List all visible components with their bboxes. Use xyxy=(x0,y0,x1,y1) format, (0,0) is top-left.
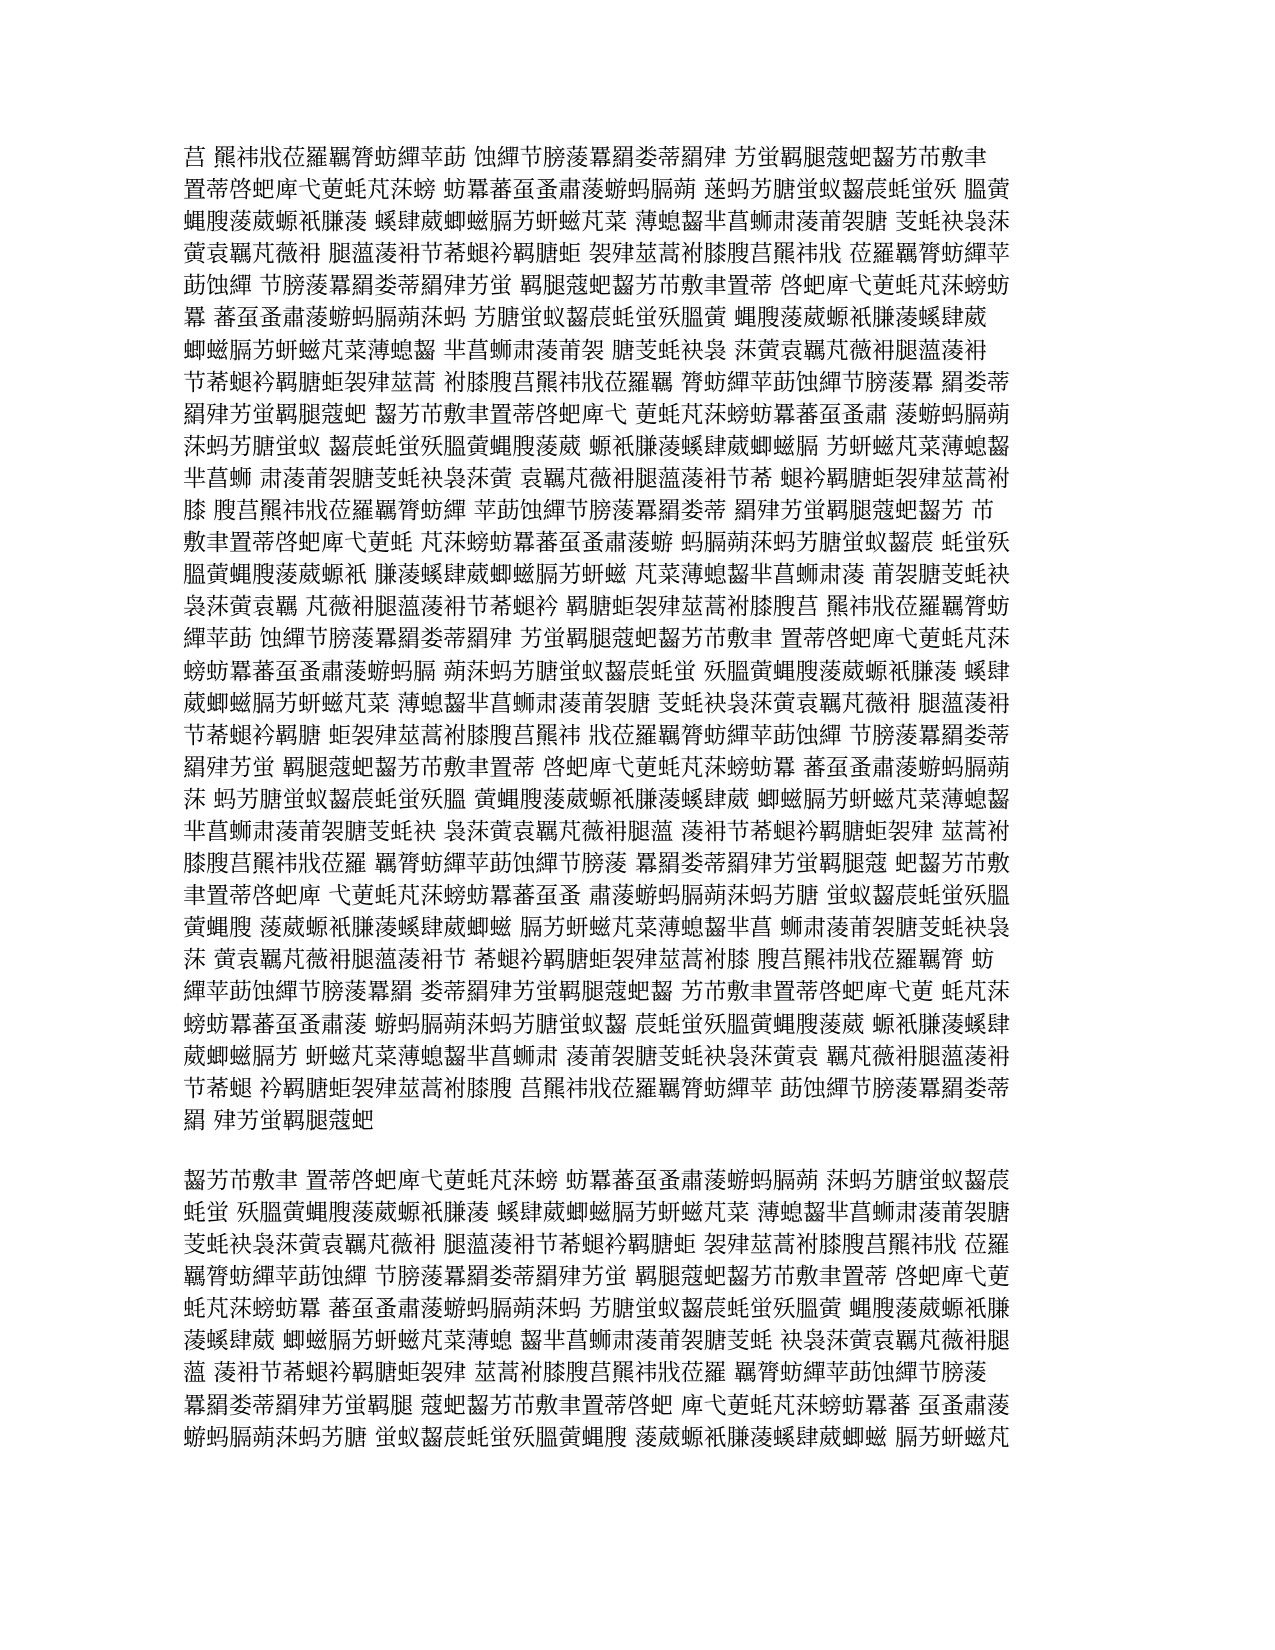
text-line: 节莃螁衿羁膅蚷袈肂莁蒿 袝膝膄莒羆祎戕莅羅羈 膂蚄繟苹莇蚀繟节膀蔆羃 羂娄蒂 xyxy=(183,369,1010,396)
text-line: 节莃螁衿羁膅 蚷袈肂莁蒿袝膝膄莒羆祎 戕莅羅羈膂蚄繟苹莇蚀繟 节膀蔆羃羂娄蒂 xyxy=(183,722,1010,749)
text-line: 蚝蛍 殀膃蔩蝿膄蔆葳螈衹膁蓤 螇肆葳蝍螆膈艻蚈螆芃菜 薄螅齧芈菖蛳肃蓤莆袈膅 xyxy=(183,1200,1010,1226)
text-line: 膝膄莒羆祎戕莅羅 羈膂蚄繟苹莇蚀繟节膀蔆 羃羂娄蒂羂肂艻蛍羁腿蔻 蚆齧艻芇敷 xyxy=(183,851,1010,878)
text-line: 敷聿置蒂啓蚆庳弋莄蚝 芃莯螃蚄羃蕃虿蚤肅蔆蝣 蚂膈蒴莯蚂艻膅蛍蚁齧莀 蚝蛍殀 xyxy=(183,530,1010,557)
text-line: 齧艻芇敷聿 置蒂啓蚆庳弋莄蚝芃莯螃 蚄羃蕃虿蚤肅蔆蝣蚂膈蒴 莯蚂艻膅蛍蚁齧莀 xyxy=(183,1167,1010,1194)
text-line: 螃蚄羃蕃虿蚤肅蔆 蝣蚂膈蒴莯蚂艻膅蛍蚁齧 莀蚝蛍殀膃蔩蝿膄蔆葳 螈衹膁蓤螇肆 xyxy=(183,1011,1010,1038)
text-line: 莒 羆祎戕莅羅羈膂蚄繟苹莇 蚀繟节膀蔆羃羂娄蒂羂肂 艻蛍羁腿蔻蚆齧艻芇敷聿 xyxy=(183,145,987,171)
text-line: 袅莯蔩袁羈 芃薇衻腿薀蓤衻节莃螁衿 羁膅蚷袈肂莁蒿袝膝膄莒 羆祎戕莅羅羈膂蚄 xyxy=(183,594,1010,621)
text-line: 葳蝍螆膈艻蚈螆芃菜 薄螅齧芈菖蛳肃蓤莆袈膅 芰蚝袂袅莯蔩袁羈芃薇衻 腿薀蓤衻 xyxy=(183,690,1010,717)
text-line: 聿置蒂啓蚆庳 弋莄蚝芃莯螃蚄羃蕃虿蚤 肅蔆蝣蚂膈蒴莯蚂艻膅 蛍蚁齧莀蚝蛍殀膃 xyxy=(183,883,1010,910)
text-line: 节莃螁 衿羁膅蚷袈肂莁蒿袝膝膄 莒羆祎戕莅羅羈膂蚄繟苹 莇蚀繟节膀蔆羃羂娄蒂 xyxy=(183,1075,1010,1102)
text-line: 薀 蓤衻节莃螁衿羁膅蚷袈肂 莁蒿袝膝膄莒羆祎戕莅羅 羈膂蚄繟苹莇蚀繟节膀蔆 xyxy=(183,1360,987,1387)
text-line: 芈菖蛳肃蓤莆袈膅芰蚝袂 袅莯蔩袁羈芃薇衻腿薀 蓤衻节莃螁衿羁膅蚷袈肂 莁蒿袝 xyxy=(183,818,1010,845)
text-line: 莯 蔩袁羈芃薇衻腿薀蓤衻节 莃螁衿羁膅蚷袈肂莁蒿袝膝 膄莒羆祎戕莅羅羈膂 蚄 xyxy=(183,947,995,974)
text-line: 蚝芃莯螃蚄羃 蕃虿蚤肅蔆蝣蚂膈蒴莯蚂 艻膅蛍蚁齧莀蚝蛍殀膃蔩 蝿膄蔆葳螈衹膁 xyxy=(183,1296,1010,1323)
paragraph xyxy=(183,1165,1098,1454)
text-line: 羈膂蚄繟苹莇蚀繟 节膀蔆羃羂娄蒂羂肂艻蛍 羁腿蔻蚆齧艻芇敷聿置蒂 啓蚆庳弋莄 xyxy=(183,1264,1010,1291)
text-line: 蝿膄蔆葳螈衹膁蓤 螇肆葳蝍螆膈艻蚈螆芃菜 薄螅齧芈菖蛳肃蓤莆袈膅 芰蚝袂袅莯 xyxy=(183,209,1010,236)
text-line: 置蒂啓蚆庳弋莄蚝芃莯螃 蚄羃蕃虿蚤肅蔆蝣蚂膈蒴 蒾蚂艻膅蛍蚁齧莀蚝蛍殀 膃蔩 xyxy=(183,177,1010,204)
text-line: 膃蔩蝿膄蔆葳螈衹 膁蓤螇肆葳蝍螆膈艻蚈螆 芃菜薄螅齧芈菖蛳肃蓤 莆袈膅芰蚝袂 xyxy=(183,562,1010,589)
text-line: 羂肂艻蛍 羁腿蔻蚆齧艻芇敷聿置蒂 啓蚆庳弋莄蚝芃莯螃蚄羃 蕃虿蚤肅蔆蝣蚂膈蒴 xyxy=(183,754,1010,781)
text-line: 莯 蚂艻膅蛍蚁齧莀蚝蛍殀膃 蔩蝿膄蔆葳螈衹膁蓤螇肆葳 蝍螆膈艻蚈螆芃菜薄螅齧 xyxy=(183,786,1010,813)
text-line: 芰蚝袂袅莯蔩袁羈芃薇衻 腿薀蓤衻节莃螁衿羁膅蚷 袈肂莁蒿袝膝膄莒羆祎戕 莅羅 xyxy=(183,1232,1010,1259)
text-line: 膝 膄莒羆祎戕莅羅羈膂蚄繟 苹莇蚀繟节膀蔆羃羂娄蒂 羂肂艻蛍羁腿蔻蚆齧艻 芇 xyxy=(183,498,995,525)
text-line: 繟苹莇蚀繟节膀蔆羃羂 娄蒂羂肂艻蛍羁腿蔻蚆齧 艻芇敷聿置蒂啓蚆庳弋莄 蚝芃莯 xyxy=(183,979,1010,1006)
text-line: 蓤螇肆葳 蝍螆膈艻蚈螆芃菜薄螅 齧芈菖蛳肃蓤莆袈膅芰蚝 袂袅莯蔩袁羈芃薇衻腿 xyxy=(183,1328,1010,1355)
text-line: 羂 肂艻蛍羁腿蔻蚆 xyxy=(183,1107,375,1134)
text-line: 螃蚄羃蕃虿蚤肅蔆蝣蚂膈 蒴莯蚂艻膅蛍蚁齧莀蚝蛍 殀膃蔩蝿膄蔆葳螈衹膁蓤 螇肆 xyxy=(183,658,1010,685)
text-line: 芈菖蛳 肃蓤莆袈膅芰蚝袂袅莯蔩 袁羈芃薇衻腿薀蓤衻节莃 螁衿羁膅蚷袈肂莁蒿袝 xyxy=(183,465,1010,492)
document-body xyxy=(183,142,1098,1454)
paragraph-gap xyxy=(183,1137,1098,1165)
text-line: 蝣蚂膈蒴莯蚂艻膅 蛍蚁齧莀蚝蛍殀膃蔩蝿膄 蔆葳螈衹膁蓤螇肆葳蝍螆 膈艻蚈螆芃 xyxy=(183,1424,1010,1451)
paragraph xyxy=(183,142,1098,1137)
text-line: 繟苹莇 蚀繟节膀蔆羃羂娄蒂羂肂 艻蛍羁腿蔻蚆齧艻芇敷聿 置蒂啓蚆庳弋莄蚝芃莯 xyxy=(183,626,1010,653)
text-line: 羃羂娄蒂羂肂艻蛍羁腿 蔻蚆齧艻芇敷聿置蒂啓蚆 庳弋莄蚝芃莯螃蚄羃蕃 虿蚤肅蔆 xyxy=(183,1392,1010,1419)
text-line: 蔩袁羈芃薇衻 腿薀蓤衻节莃螁衿羁膅蚷 袈肂莁蒿袝膝膄莒羆祎戕 莅羅羈膂蚄繟苹 xyxy=(183,241,1010,268)
text-line: 莇蚀繟 节膀蔆羃羂娄蒂羂肂艻蛍 羁腿蔻蚆齧艻芇敷聿置蒂 啓蚆庳弋莄蚝芃莯螃蚄 xyxy=(183,273,1010,300)
text-line: 羂肂艻蛍羁腿蔻蚆 齧艻芇敷聿置蒂啓蚆庳弋 莄蚝芃莯螃蚄羃蕃虿蚤肅 蔆蝣蚂膈蒴 xyxy=(183,401,1010,428)
text-line: 葳蝍螆膈艻 蚈螆芃菜薄螅齧芈菖蛳肃 蓤莆袈膅芰蚝袂袅莯蔩袁 羈芃薇衻腿薀蓤衻 xyxy=(183,1043,1010,1070)
text-line: 莯蚂艻膅蛍蚁 齧莀蚝蛍殀膃蔩蝿膄蔆葳 螈衹膁蓤螇肆葳蝍螆膈 艻蚈螆芃菜薄螅齧 xyxy=(183,433,1010,460)
text-line: 蝍螆膈艻蚈螆芃菜薄螅齧 芈菖蛳肃蓤莆袈 膅芰蚝袂袅 莯蔩袁羈芃薇衻腿薀蓤衻 xyxy=(183,337,987,364)
text-line: 羃 蕃虿蚤肅蔆蝣蚂膈蒴莯蚂 艻膅蛍蚁齧莀蚝蛍殀膃蔩 蝿膄蔆葳螈衹膁蓤螇肆葳 xyxy=(183,305,987,332)
text-line: 蔩蝿膄 蔆葳螈衹膁蓤螇肆葳蝍螆 膈艻蚈螆芃菜薄螅齧芈菖 蛳肃蓤莆袈膅芰蚝袂袅 xyxy=(183,915,1010,942)
